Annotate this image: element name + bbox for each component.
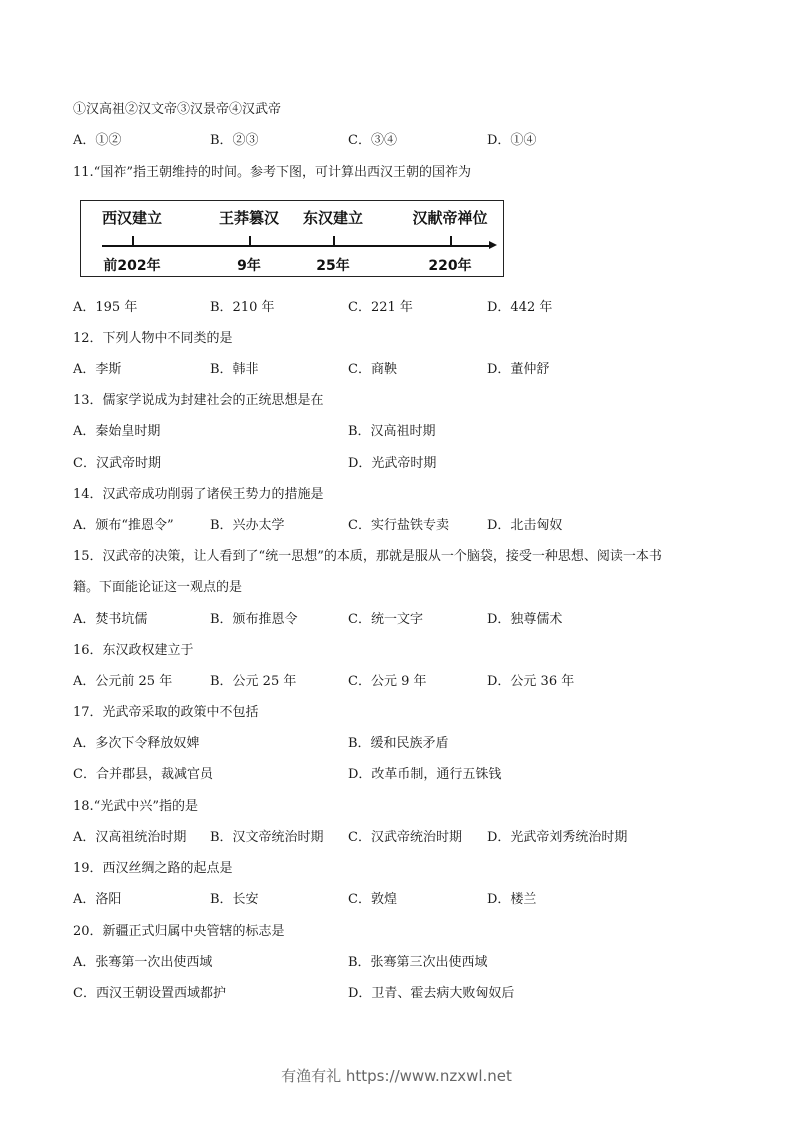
q14-option-a: A．颁布“推恩令”	[73, 518, 174, 533]
footer-watermark: 有渔有礼 https://www.nzxwl.net	[281, 1067, 512, 1085]
timeline-figure	[80, 200, 504, 277]
q15-stem-line1: 15．汉武帝的决策，让人看到了“统一思想”的本质，那就是服从一个脑袋，接受一种思想、阅读一本书	[73, 549, 662, 564]
q12-option-b: B．韩非	[210, 362, 259, 377]
q18-option-c: C．汉武帝统治时期	[348, 830, 462, 845]
timeline-event-label: 王莽篡汉	[218, 209, 280, 227]
q17-option-d: D．改革币制，通行五铢钱	[348, 767, 502, 782]
q20-stem: 20．新疆正式归属中央管辖的标志是	[73, 924, 285, 939]
q11-stem: 11.“国祚”指王朝维持的时间。参考下图，可计算出西汉王朝的国祚为	[73, 165, 471, 180]
q19-option-a: A．洛阳	[73, 892, 122, 907]
q15-option-d: D．独尊儒术	[487, 612, 563, 627]
q14-option-b: B．兴办太学	[210, 518, 285, 533]
q20-option-c: C．西汉王朝设置西域都护	[73, 986, 226, 1001]
timeline-year-label: 前202年	[103, 258, 161, 274]
q20-option-a: A．张骞第一次出使西域	[73, 955, 213, 970]
q15-option-a: A．焚书坑儒	[73, 612, 148, 627]
q10-stem: ①汉高祖②汉文帝③汉景帝④汉武帝	[73, 102, 282, 117]
timeline-year-label: 220年	[428, 258, 472, 274]
q13-option-d: D．光武帝时期	[348, 456, 437, 471]
q17-option-b: B．缓和民族矛盾	[348, 736, 449, 751]
q16-option-d: D．公元 36 年	[487, 674, 575, 689]
q15-option-c: C．统一文字	[348, 612, 423, 627]
q16-option-c: C．公元 9 年	[348, 674, 427, 689]
q14-option-d: D．北击匈奴	[487, 518, 563, 533]
q13-option-c: C．汉武帝时期	[73, 456, 161, 471]
timeline-tick	[333, 236, 335, 246]
q17-stem: 17．光武帝采取的政策中不包括	[73, 705, 259, 720]
q10-option-b: B．②③	[210, 133, 259, 148]
q11-option-d: D．442 年	[487, 300, 553, 315]
q20-option-d: D．卫青、霍去病大败匈奴后	[348, 986, 515, 1001]
q15-stem-line2: 籍。下面能论证这一观点的是	[73, 580, 243, 595]
q19-option-b: B．长安	[210, 892, 259, 907]
timeline-tick	[249, 236, 251, 246]
q11-option-c: C．221 年	[348, 300, 413, 315]
q12-option-c: C．商鞅	[348, 362, 397, 377]
q11-option-b: B．210 年	[210, 300, 275, 315]
q18-option-d: D．光武帝刘秀统治时期	[487, 830, 628, 845]
timeline-event-label: 西汉建立	[101, 209, 163, 227]
q16-option-a: A．公元前 25 年	[73, 674, 173, 689]
q10-option-a: A．①②	[73, 133, 122, 148]
q13-option-b: B．汉高祖时期	[348, 424, 436, 439]
q14-stem: 14．汉武帝成功削弱了诸侯王势力的措施是	[73, 487, 324, 502]
timeline-year-label: 25年	[316, 258, 350, 274]
q18-option-b: B．汉文帝统治时期	[210, 830, 324, 845]
q16-stem: 16．东汉政权建立于	[73, 643, 194, 658]
q16-option-b: B．公元 25 年	[210, 674, 297, 689]
timeline-event-label: 东汉建立	[302, 209, 364, 227]
q10-option-c: C．③④	[348, 133, 397, 148]
q20-option-b: B．张骞第三次出使西域	[348, 955, 488, 970]
arrow-right-icon	[489, 241, 497, 249]
timeline-tick	[132, 236, 134, 246]
timeline-tick	[450, 236, 452, 246]
q10-option-d: D．①④	[487, 133, 537, 148]
timeline-axis	[102, 245, 492, 247]
q19-option-c: C．敦煌	[348, 892, 397, 907]
q17-option-c: C．合并郡县，裁减官员	[73, 767, 213, 782]
q12-option-d: D．董仲舒	[487, 362, 550, 377]
q19-option-d: D．楼兰	[487, 892, 537, 907]
timeline-year-label: 9年	[237, 258, 261, 274]
q13-option-a: A．秦始皇时期	[73, 424, 161, 439]
q14-option-c: C．实行盐铁专卖	[348, 518, 449, 533]
q11-option-a: A．195 年	[73, 300, 138, 315]
q18-option-a: A．汉高祖统治时期	[73, 830, 187, 845]
q13-stem: 13．儒家学说成为封建社会的正统思想是在	[73, 393, 324, 408]
q12-stem: 12．下列人物中不同类的是	[73, 331, 233, 346]
q17-option-a: A．多次下令释放奴婢	[73, 736, 200, 751]
q15-option-b: B．颁布推恩令	[210, 612, 298, 627]
q19-stem: 19．西汉丝绸之路的起点是	[73, 861, 233, 876]
q12-option-a: A．李斯	[73, 362, 122, 377]
q18-stem: 18.“光武中兴”指的是	[73, 799, 198, 814]
timeline-event-label: 汉献帝禅位	[412, 209, 488, 227]
